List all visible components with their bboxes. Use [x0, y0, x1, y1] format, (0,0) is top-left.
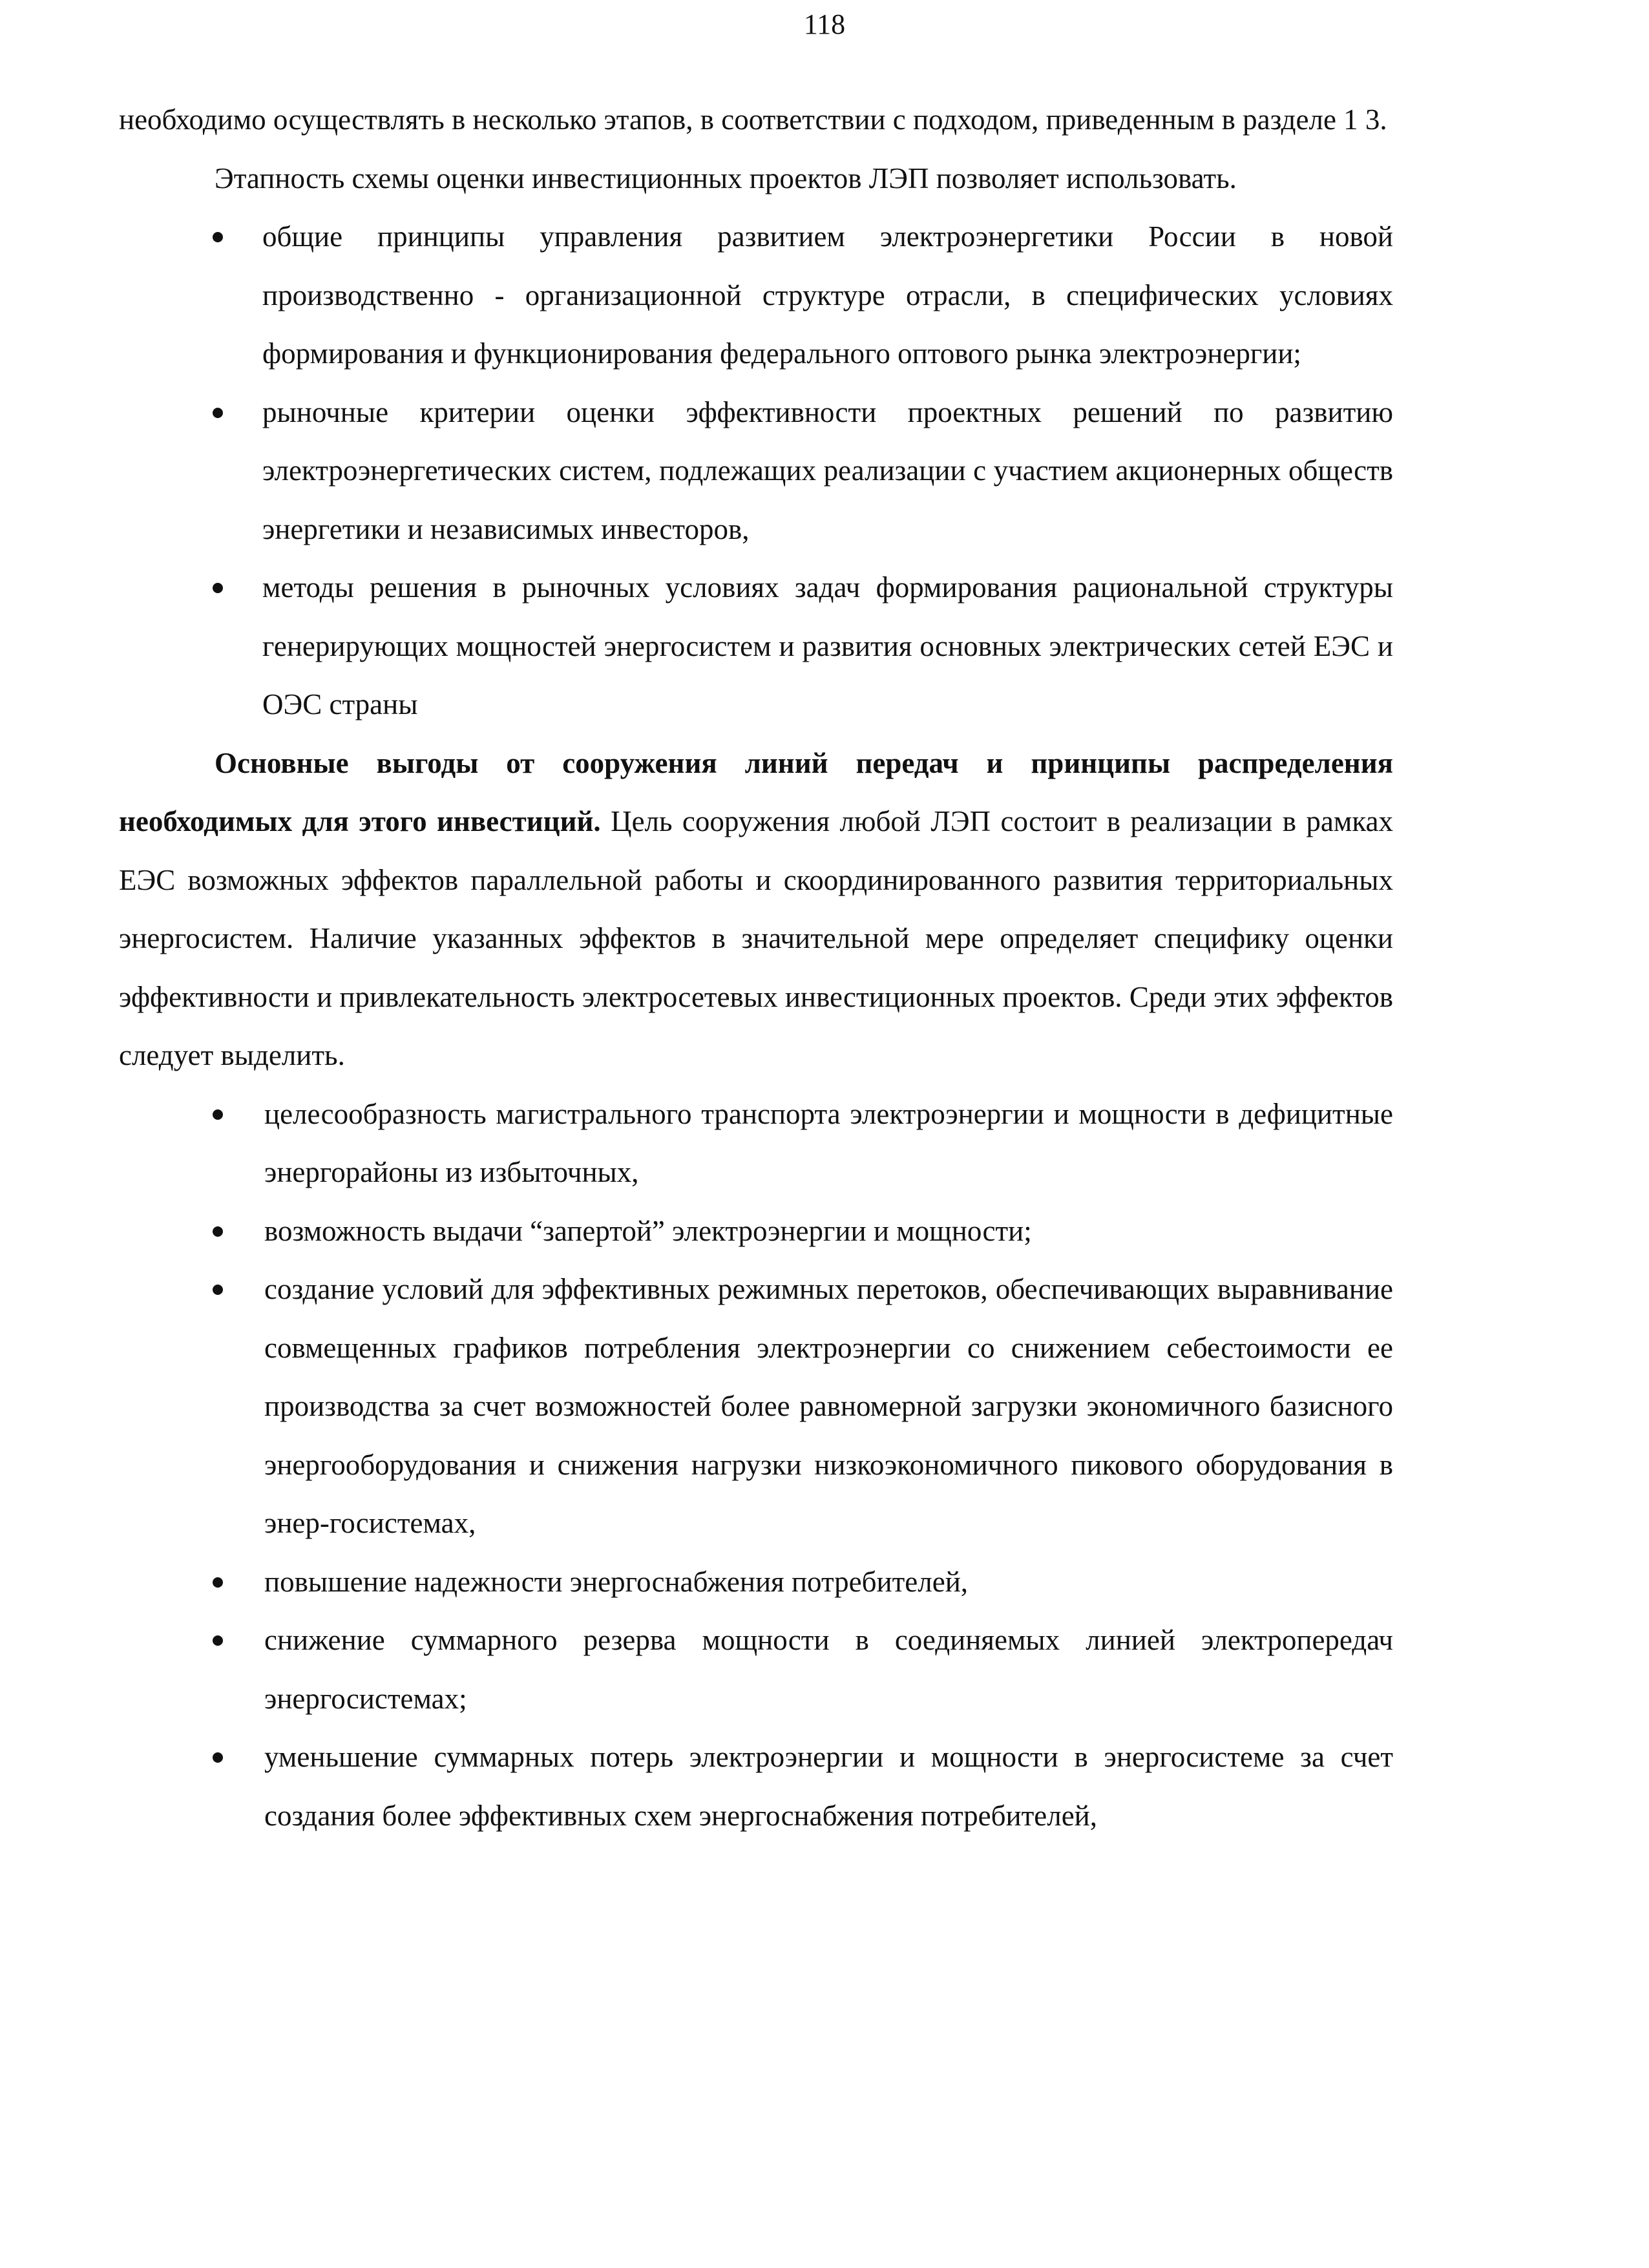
list-item [119, 383, 1393, 559]
paragraph-benefits [119, 734, 1393, 1085]
list-item [119, 1611, 1393, 1728]
list-item-text: создание условий для эффективных режимных перетоков, обеспечивающих выравнивание совмещенных графиков потребления электроэнергии со снижением себестоимости ее производства за счет возможностей более равномерной загрузки экономичного базисного энергооборудования и снижения нагрузки низкоэкономичного пикового оборудования в энер-госистемах, [264, 1273, 1393, 1539]
bullet-icon [213, 408, 223, 418]
bullet-icon [213, 1226, 223, 1237]
list-item [119, 1553, 1393, 1612]
list-item [119, 1202, 1393, 1261]
bullet-icon [213, 1285, 223, 1295]
page-number: 118 [803, 8, 846, 40]
paragraph-benefits-text: Цель сооружения любой ЛЭП состоит в реализации в рамках ЕЭС возможных эффектов параллельной работы и скоординированного развития территориальных энергосистем. Наличие указанных эффектов в значительной мере определяет специфику оценки эффективности и привлекательность электросетевых инвестиционных проектов. Среди этих эффектов следует выделить. [119, 805, 1393, 1071]
page-body [119, 90, 1393, 1845]
list-item-text: возможность выдачи “запертой” электроэнергии и мощности; [264, 1214, 1032, 1247]
section-heading: Основные выгоды от сооружения линий передач и принципы распределения необходимых для этого инвестиций. [119, 746, 1393, 837]
list-item [119, 1085, 1393, 1202]
bullet-icon [213, 232, 223, 242]
list-item-text: рыночные критерии оценки эффективности проектных решений по развитию электроэнергетических систем, подлежащих реализации с участием акционерных обществ энергетики и независимых инвесторов, [262, 395, 1393, 545]
bullet-icon [213, 1577, 223, 1588]
list-item [119, 207, 1393, 383]
list-item-text: методы решения в рыночных условиях задач формирования рациональной структуры генерирующих мощностей энергосистем и развития основных электрических сетей ЕЭС и ОЭС страны [262, 571, 1393, 720]
bullet-icon [213, 1635, 223, 1646]
paragraph-intro: необходимо осуществлять в несколько этапов, в соответствии с подходом, приведенным в разделе 1 3. [119, 103, 1387, 136]
list-item-text: повышение надежности энергоснабжения потребителей, [264, 1565, 969, 1598]
paragraph-staging: Этапность схемы оценки инвестиционных проектов ЛЭП позволяет использовать. [215, 162, 1237, 194]
list-item-text: снижение суммарного резерва мощности в соединяемых линией электропередач энергосистемах; [264, 1624, 1393, 1715]
bullet-list-principles [119, 207, 1393, 734]
bullet-icon [213, 1752, 223, 1763]
list-item [119, 558, 1393, 734]
bullet-list-effects [119, 1085, 1393, 1845]
list-item-text: общие принципы управления развитием электроэнергетики России в новой производственно - организационной структуре отрасли, в специфических условиях формирования и функционирования федерального оптового рынка электроэнергии; [262, 220, 1393, 370]
list-item-text: уменьшение суммарных потерь электроэнергии и мощности в энергосистеме за счет создания более эффективных схем энергоснабжения потребителей, [264, 1741, 1393, 1832]
list-item-text: целесообразность магистрального транспорта электроэнергии и мощности в дефицитные энергорайоны из избыточных, [264, 1097, 1393, 1188]
bullet-icon [213, 583, 223, 593]
bullet-icon [213, 1109, 223, 1120]
list-item [119, 1728, 1393, 1845]
list-item [119, 1260, 1393, 1553]
